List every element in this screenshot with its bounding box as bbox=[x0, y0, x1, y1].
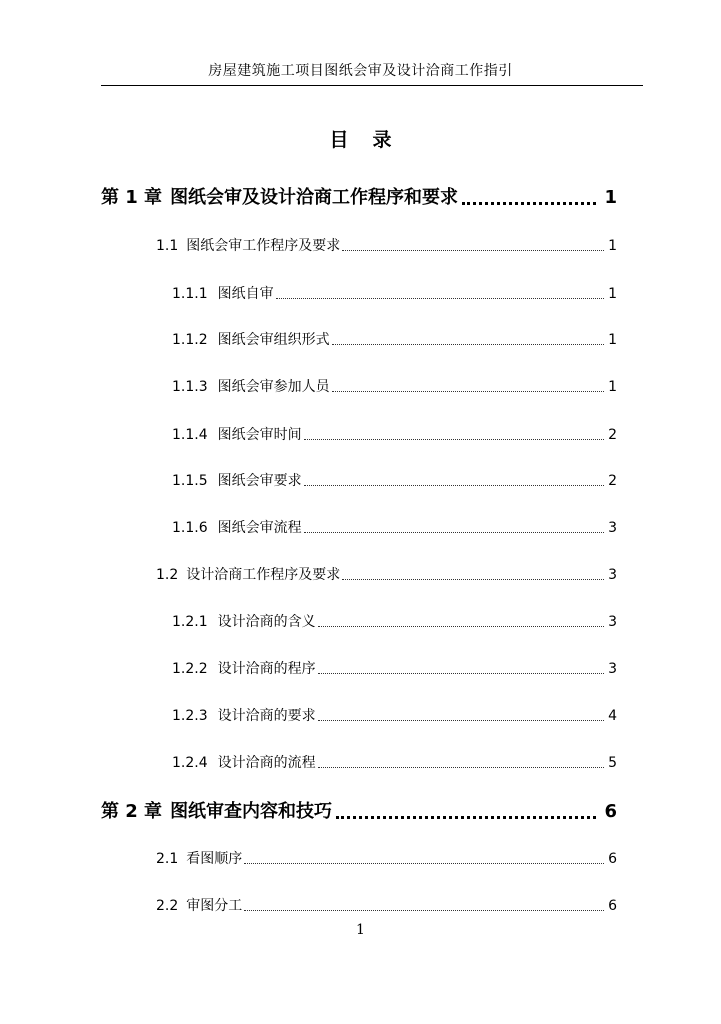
toc-entry-number: 1.2 bbox=[156, 567, 179, 583]
toc-entry-page: 2 bbox=[608, 427, 617, 443]
toc-title: 目录 bbox=[329, 129, 416, 151]
toc-entry-number: 1.2.2 bbox=[172, 661, 208, 677]
toc-entry-text: 设计洽商工作程序及要求 bbox=[186, 567, 341, 583]
toc-entry-1-2-1[interactable] bbox=[172, 611, 617, 631]
toc-entry-text: 设计洽商的程序 bbox=[217, 661, 316, 677]
toc-entry-text: 图纸会审要求 bbox=[217, 473, 302, 489]
toc-entry-chapter-1[interactable] bbox=[101, 183, 617, 209]
toc-entry-number: 1.1.6 bbox=[172, 520, 208, 536]
toc-entry-page: 3 bbox=[608, 520, 617, 536]
toc-entry-page: 6 bbox=[608, 851, 617, 867]
toc-leader bbox=[304, 485, 604, 486]
toc-leader bbox=[244, 910, 604, 911]
page-number: 1 bbox=[356, 922, 365, 938]
toc-leader bbox=[318, 673, 604, 674]
toc-entry-1-1-4[interactable] bbox=[172, 424, 617, 444]
toc-entry-1-2[interactable] bbox=[156, 564, 617, 584]
toc-entry-1-1-6[interactable] bbox=[172, 517, 617, 537]
toc-entry-number: 第 1 章 bbox=[101, 187, 163, 208]
toc-leader bbox=[304, 532, 604, 533]
toc-entry-chapter-2[interactable] bbox=[101, 797, 617, 823]
toc-entry-page: 6 bbox=[604, 801, 617, 822]
toc-leader bbox=[462, 202, 596, 205]
toc-entry-page: 5 bbox=[608, 755, 617, 771]
toc-entry-number: 第 2 章 bbox=[101, 801, 163, 822]
toc-entry-text: 图纸审查内容和技巧 bbox=[170, 801, 333, 822]
toc-entry-page: 1 bbox=[604, 187, 617, 208]
header-rule bbox=[101, 85, 643, 86]
toc-entry-page: 3 bbox=[608, 614, 617, 630]
toc-entry-number: 1.1.3 bbox=[172, 379, 208, 395]
toc-entry-number: 1.1 bbox=[156, 238, 179, 254]
toc-entry-text: 图纸会审及设计洽商工作程序和要求 bbox=[170, 187, 459, 208]
toc-entry-number: 1.1.2 bbox=[172, 332, 208, 348]
toc-entry-number: 1.1.5 bbox=[172, 473, 208, 489]
toc-entry-2-2[interactable] bbox=[156, 895, 617, 915]
toc-entry-1-2-4[interactable] bbox=[172, 752, 617, 772]
toc-entry-number: 1.2.3 bbox=[172, 708, 208, 724]
toc-entry-1-2-2[interactable] bbox=[172, 658, 617, 678]
toc-entry-page: 3 bbox=[608, 567, 617, 583]
toc-entry-number: 1.1.1 bbox=[172, 286, 208, 302]
toc-leader bbox=[318, 720, 604, 721]
toc-leader bbox=[332, 344, 604, 345]
toc-entry-page: 1 bbox=[608, 332, 617, 348]
toc-leader bbox=[342, 250, 604, 251]
toc-entry-text: 图纸自审 bbox=[217, 286, 274, 302]
toc-entry-text: 设计洽商的流程 bbox=[217, 755, 316, 771]
toc-leader bbox=[304, 439, 604, 440]
toc-entry-text: 图纸会审流程 bbox=[217, 520, 302, 536]
toc-entry-page: 1 bbox=[608, 379, 617, 395]
toc-leader bbox=[332, 391, 604, 392]
toc-entry-text: 设计洽商的要求 bbox=[217, 708, 316, 724]
toc-entry-page: 3 bbox=[608, 661, 617, 677]
toc-entry-1-1-3[interactable] bbox=[172, 376, 617, 396]
toc-leader bbox=[244, 863, 604, 864]
toc-entry-1-1[interactable] bbox=[156, 235, 617, 255]
running-header: 房屋建筑施工项目图纸会审及设计洽商工作指引 bbox=[208, 63, 513, 79]
toc-entry-page: 1 bbox=[608, 286, 617, 302]
toc-entry-number: 2.2 bbox=[156, 898, 179, 914]
toc-entry-2-1[interactable] bbox=[156, 848, 617, 868]
toc-entry-text: 看图顺序 bbox=[186, 851, 243, 867]
toc-entry-text: 图纸会审组织形式 bbox=[217, 332, 330, 348]
toc-leader bbox=[336, 816, 596, 819]
toc-leader bbox=[318, 626, 604, 627]
toc-entry-1-1-2[interactable] bbox=[172, 329, 617, 349]
toc-leader bbox=[342, 579, 604, 580]
toc-entry-number: 1.2.4 bbox=[172, 755, 208, 771]
toc-entry-text: 图纸会审工作程序及要求 bbox=[186, 238, 341, 254]
toc-entry-page: 2 bbox=[608, 473, 617, 489]
toc-entry-text: 设计洽商的含义 bbox=[217, 614, 316, 630]
toc-entry-1-1-5[interactable] bbox=[172, 470, 617, 490]
toc-entry-number: 1.2.1 bbox=[172, 614, 208, 630]
toc-entry-text: 图纸会审时间 bbox=[217, 427, 302, 443]
toc-leader bbox=[276, 298, 604, 299]
toc-entry-number: 2.1 bbox=[156, 851, 179, 867]
toc-entry-page: 4 bbox=[608, 708, 617, 724]
toc-entry-page: 6 bbox=[608, 898, 617, 914]
toc-entry-number: 1.1.4 bbox=[172, 427, 208, 443]
toc-entry-text: 图纸会审参加人员 bbox=[217, 379, 330, 395]
toc-entry-1-2-3[interactable] bbox=[172, 705, 617, 725]
toc-entry-text: 审图分工 bbox=[186, 898, 243, 914]
toc-entry-1-1-1[interactable] bbox=[172, 283, 617, 303]
toc-leader bbox=[318, 767, 604, 768]
toc-entry-page: 1 bbox=[608, 238, 617, 254]
